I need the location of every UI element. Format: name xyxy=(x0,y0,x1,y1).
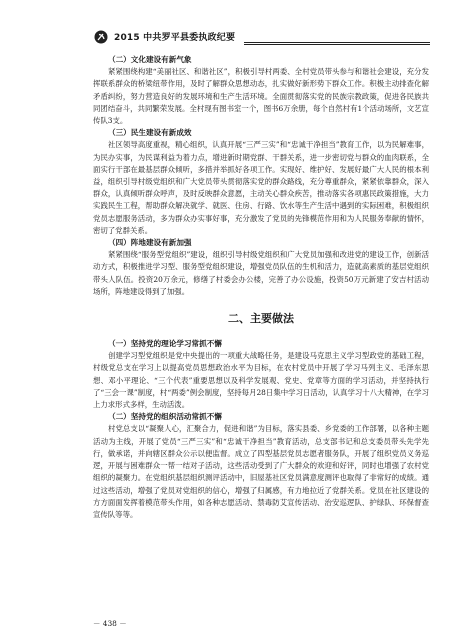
subsection-heading: （一）坚持党的理论学习常抓不懈 xyxy=(108,339,222,349)
party-emblem-icon xyxy=(94,30,108,44)
subsection-heading: （四）阵地建设有新加强 xyxy=(108,238,192,248)
paragraph: 村党总支以“凝聚人心，汇聚合力，促进和谐”为目标，落实县委、乡党委的工作部署，以各种主题活动为主线，开展了党员“三严三实”和“忠诚干净担当”教育活动，总支部书记和总支委员带头先学先行，做承诺，并向辖区群众公示以便监督。成立了四型基层党员志愿者服务队，开展了组织党员义务巡逻，开展与困难群众一帮一结对子活动，这些活动受到了广大群众的欢迎和好评，同时也增强了农村党组织的凝聚力。在党组织基层组织测评活动中，旧屋基社区党员满意度测评也取得了非常好的成绩。通过这些活动，增强了党员对党组织的信心，增强了归属感，有力地拉近了党群关系。党员在社区建设的方方面面发挥着模范带头作用，如各种志愿活动、禁毒防艾宣传活动、治安巡逻队、护绿队、环保督查宣传队等等。 xyxy=(93,424,429,519)
section-title: 二、主要做法 xyxy=(228,312,294,326)
paragraph: 创建学习型党组织是党中央提出的一项重大战略任务，是建设马克思主义学习型政党的基础工程，村级党总支在学习上以提高党员思想政治水平为目标，在农村党员中开展了学习马列主义、毛泽东思想、邓小平理论、“三个代表”重要思想以及科学发展观、党史、党章等方面的学习活动，并坚持执行了“三会一课”制度，村“两委”例会制度，坚持每月28日集中学习日活动，认真学习十八大精神，在学习上力求形式多样，生动活泼。 xyxy=(93,351,429,410)
subsection-heading: （二）文化建设有新气象 xyxy=(108,55,192,64)
header-title: 2015 中共罗平县委执政纪要 xyxy=(114,33,236,43)
page-body xyxy=(93,54,429,521)
paragraph: 紧紧围绕构建“美丽社区、和谐社区”，积极引导村两委、全村党员带头参与和谐社会建设，充分发挥联系群众的桥梁纽带作用，及时了解群众思想动态，扎实做好新形势下群众工作。积极主动排查化解矛盾纠纷，努力营造良好的发展环境和生产生活环境。全面贯彻落实党的民族宗教政策，促进各民族共同团结奋斗，共同繁荣发展。全村现有图书室一个，图书6万余册，每个自然村有1个活动场所，文艺宣传队3支。 xyxy=(93,67,429,126)
subsection-heading: （三）民生建设有新成效 xyxy=(108,128,192,138)
paragraph: 紧紧围绕“服务型党组织”建设，组织引导村级党组织和广大党员加强和改进党的建设工作，创新活动方式，积极推进学习型、服务型党组织建设，增强党员队伍的生机和活力，造就高素质的基层党组织带头人队伍。投资20万余元，修缮了村委会办公楼，完善了办公设施，投资50万元新建了安吉村活动场所，阵地建设得到了加强。 xyxy=(93,250,429,296)
header-rule xyxy=(244,42,430,43)
subsection-heading: （二）坚持党的组织活动常抓不懈 xyxy=(108,412,222,422)
page-number: － 438 － xyxy=(93,619,127,628)
header-rule xyxy=(244,44,430,45)
paragraph: 社区领导高度重视，精心组织，认真开展“三严三实”和“忠诚干净担当”教育工作，以为民解难事，为民办实事，为民谋利益为着力点，增进新时期党群、干群关系，进一步密切党与群众的血肉联系，全面实行干部在最基层群众倾听，多措并举抓好各项工作。实现好、维护好、发展好最广大人民的根本利益，组织引导村级党组织和广大党员带头贯彻落实党的群众路线，充分尊重群众，紧紧依靠群众，深入群众，认真倾听群众呼声，及时反映群众意愿，主动关心群众疾苦，推动落实各项惠民政策措施，大力实践民生工程，帮助群众解决就学、就医、住房、行路、饮水等生产生活中遇到的实际困难，积极组织党员志愿服务活动，多为群众办实事好事，充分激发了党员的先锋模范作用和为人民服务奉献的情怀，密切了党群关系。 xyxy=(93,140,429,235)
page-header xyxy=(94,28,430,52)
